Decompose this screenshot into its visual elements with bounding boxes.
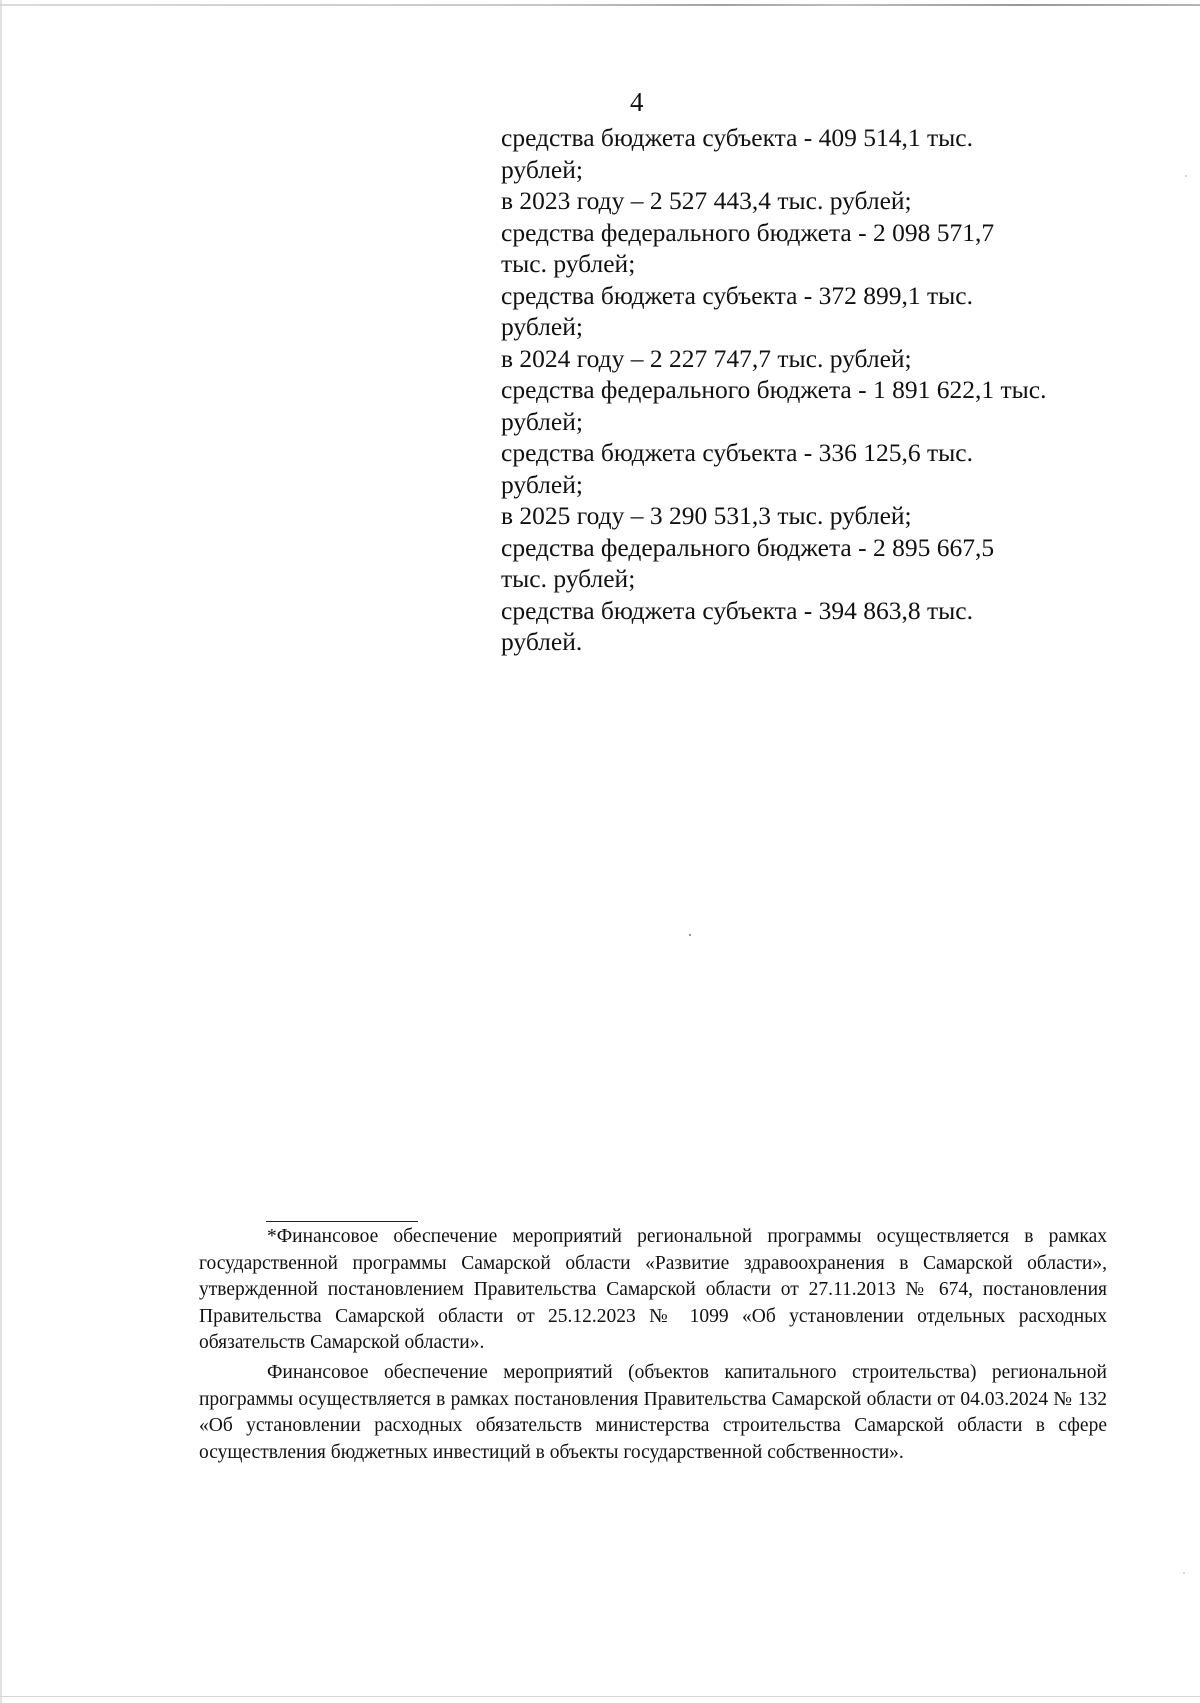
budget-line: в 2025 году – 3 290 531,3 тыс. рублей; bbox=[501, 501, 912, 530]
scan-top-edge bbox=[0, 4, 1200, 6]
budget-line: тыс. рублей; bbox=[501, 564, 636, 593]
footnote-capital-construction: Финансовое обеспечение мероприятий (объектов капитального строительства) региональной программы осуществляется в рамках постановления Правительства Самарской области от 04.03.2024 № 132 «Об установлении расходных обязательств министерства строительства Самарской области в сфере осуществления бюджетных инвестиций в объекты государственной собственности». bbox=[199, 1362, 1107, 1463]
footnote-financing-program: *Финансовое обеспечение мероприятий региональной программы осуществляется в рамках государственной программы Самарской области «Развитие здравоохранения в Самарской области», утвержденной постановлением Правительства Самарской области от 27.11.2013 № 674, постановления Правительства Самарской области от 25.12.2023 № 1099 «Об установлении отдельных расходных обязательств Самарской области». bbox=[199, 1226, 1107, 1353]
scan-speck bbox=[689, 934, 691, 936]
budget-line: средства бюджета субъекта - 409 514,1 тыс. bbox=[501, 123, 973, 152]
budget-line: в 2023 году – 2 527 443,4 тыс. рублей; bbox=[501, 186, 912, 215]
scan-speck bbox=[1185, 175, 1187, 177]
scan-bottom-edge bbox=[0, 1696, 1200, 1697]
budget-line: средства бюджета субъекта - 372 899,1 тыс. bbox=[501, 280, 973, 310]
budget-line: рублей; bbox=[501, 312, 583, 341]
budget-line: средства бюджета субъекта - 394 863,8 тыс. bbox=[501, 595, 973, 625]
page-number: 4 bbox=[630, 87, 644, 117]
scan-speck bbox=[1183, 1572, 1185, 1574]
budget-line: средства федерального бюджета - 2 895 667,5 bbox=[501, 532, 995, 562]
budget-line: средства федерального бюджета - 1 891 622,1 тыс. bbox=[501, 375, 1047, 404]
budget-line: в 2024 году – 2 227 747,7 тыс. рублей; bbox=[501, 343, 912, 373]
budget-line: тыс. рублей; bbox=[501, 249, 636, 278]
budget-line: рублей; bbox=[501, 154, 583, 184]
scan-left-edge bbox=[0, 0, 2, 1703]
budget-line: средства федерального бюджета - 2 098 571,7 bbox=[501, 217, 995, 247]
budget-line: средства бюджета субъекта - 336 125,6 тыс. bbox=[501, 438, 973, 467]
budget-line: рублей; bbox=[501, 469, 583, 499]
budget-financing-block bbox=[501, 122, 1101, 658]
budget-line: рублей; bbox=[501, 406, 583, 436]
budget-line: рублей. bbox=[501, 627, 583, 656]
footnote-separator bbox=[266, 1221, 418, 1222]
